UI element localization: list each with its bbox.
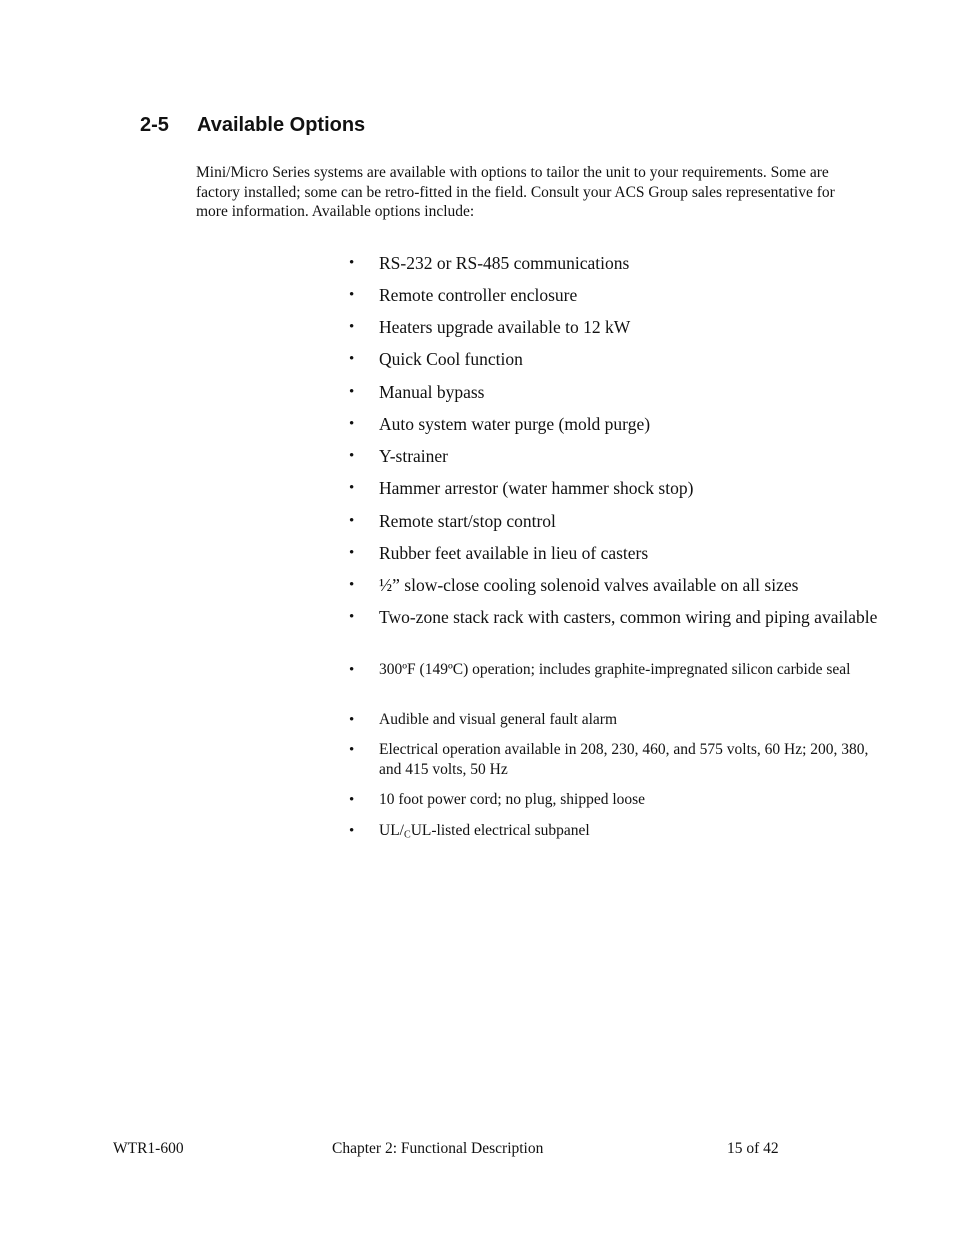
footer-doc-id: WTR1-600 [113,1140,184,1157]
bullet-icon: • [349,384,355,400]
option-text: RS-232 or RS-485 communications [379,253,630,273]
list-item [349,511,889,532]
bullet-icon: • [349,287,355,303]
option-text: Auto system water purge (mold purge) [379,414,651,434]
option-text: Audible and visual general fault alarm [379,711,618,728]
option-text: ½” slow-close cooling solenoid valves available on all sizes [379,575,799,595]
bullet-icon: • [349,823,355,839]
bullet-icon: • [349,448,355,464]
bullet-icon: • [349,255,355,271]
bullet-icon: • [349,792,355,808]
list-item [349,710,889,730]
list-item [349,414,889,435]
option-text [379,821,889,846]
list-item [349,607,889,628]
list-item [349,575,889,596]
option-text: Remote start/stop control [379,511,556,531]
bullet-icon: • [349,577,355,593]
footer-page-number: 15 of 42 [727,1140,779,1157]
subscript-c: C [403,829,411,841]
list-item [349,382,889,403]
bullet-icon: • [349,742,355,758]
list-item [349,790,889,810]
option-text: Manual bypass [379,382,485,402]
bullet-icon: • [349,545,355,561]
option-text: Y-strainer [379,446,449,466]
section-title: Available Options [197,114,366,136]
option-text-part: UL/ [379,822,404,839]
bullet-icon: • [349,609,355,625]
list-item [349,253,889,274]
list-item [349,821,889,846]
footer-chapter: Chapter 2: Functional Description [332,1140,544,1157]
bullet-icon: • [349,513,355,529]
bullet-icon: • [349,712,355,728]
list-item [349,285,889,306]
option-text: Rubber feet available in lieu of casters [379,543,649,563]
bullet-icon: • [349,351,355,367]
bullet-icon: • [349,662,355,678]
option-text: Electrical operation available in 208, 230, 460, and 575 volts, 60 Hz; 200, 380, and 415 volts, 50 Hz [379,741,869,778]
option-text-part: UL-listed electrical subpanel [410,822,590,839]
list-item [349,740,889,780]
option-text: 10 foot power cord; no plug, shipped loose [379,791,646,808]
page-footer [0,1139,954,1159]
list-item [349,349,889,370]
list-item [349,543,889,564]
list-item [349,446,889,467]
intro-paragraph: Mini/Micro Series systems are available with options to tailor the unit to your requirements. Some are factory installed; some can be retro-fitted in the field. Consult your ACS Group sales representative for more information. Available options include: [196,164,835,221]
list-item [349,478,889,499]
option-text: Two-zone stack rack with casters, common wiring and piping available [379,607,878,627]
list-item [349,660,889,680]
option-text: Remote controller enclosure [379,285,578,305]
option-text: Hammer arrestor (water hammer shock stop) [379,478,694,498]
list-item [349,317,889,338]
bullet-icon: • [349,416,355,432]
section-heading [140,112,365,138]
option-text: Quick Cool function [379,349,523,369]
bullet-icon: • [349,480,355,496]
bullet-icon: • [349,319,355,335]
section-number: 2-5 [140,114,169,136]
option-text: 300ºF (149ºC) operation; includes graphite-impregnated silicon carbide seal [379,661,851,678]
option-text: Heaters upgrade available to 12 kW [379,317,631,337]
